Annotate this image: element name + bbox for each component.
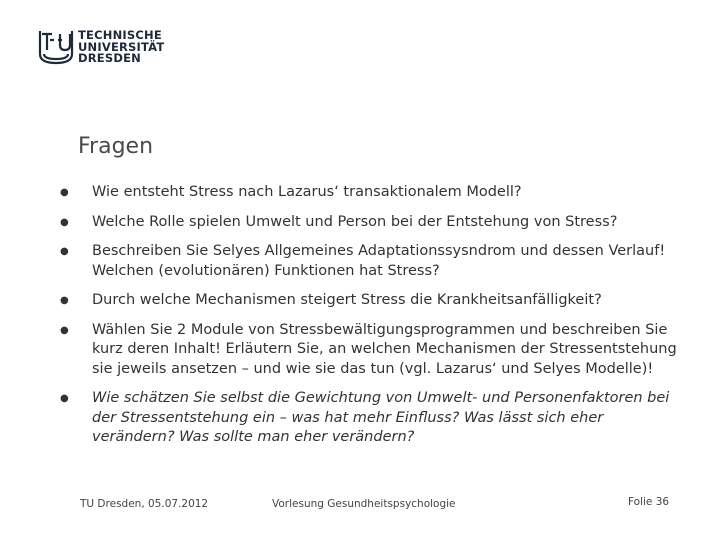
- question-text: Wie schätzen Sie selbst die Gewichtung von Umwelt- und Personenfaktoren bei der Stressentstehung ein – was hat mehr Einfluss? Was lässt sich eher verändern? Was sollte man eher verändern?: [92, 390, 670, 445]
- question-text: Beschreiben Sie Selyes Allgemeines Adaptationssysndrom und dessen Verlauf! Welchen (evolutionären) Funktionen hat Stress?: [92, 243, 666, 279]
- footer-slide-number: Folie 36: [628, 496, 670, 508]
- logo-text: [78, 30, 164, 65]
- bullet-icon: ●: [60, 393, 69, 404]
- bullet-icon: ●: [60, 216, 69, 228]
- question-item: [60, 183, 690, 203]
- logo-line-1: TECHNISCHE: [78, 28, 162, 42]
- footer-lecture: Vorlesung Gesundheitspsychologie: [272, 498, 456, 510]
- question-item: [60, 321, 690, 380]
- tu-dresden-logo: [38, 28, 198, 74]
- question-text: Welche Rolle spielen Umwelt und Person bei der Entstehung von Stress?: [92, 213, 618, 230]
- question-text: Durch welche Mechanismen steigert Stress die Krankheitsanfälligkeit?: [92, 292, 602, 308]
- footer-date: TU Dresden, 05.07.2012: [80, 498, 209, 510]
- question-item: [60, 291, 690, 311]
- question-item: [60, 389, 690, 448]
- tu-dresden-logo-icon: [38, 28, 74, 66]
- bullet-icon: ●: [60, 324, 69, 336]
- bullet-icon: ●: [60, 187, 69, 198]
- question-item: [60, 213, 690, 233]
- bullet-icon: ●: [60, 295, 69, 306]
- logo-line-2: UNIVERSITÄT: [78, 39, 165, 54]
- question-text: Wie entsteht Stress nach Lazarus‘ transaktionalem Modell?: [92, 184, 522, 200]
- question-list: [60, 183, 690, 448]
- slide-title: Fragen: [78, 134, 154, 159]
- bullet-icon: ●: [60, 246, 69, 257]
- question-item: [60, 242, 690, 281]
- question-text: Wählen Sie 2 Module von Stressbewältigungsprogrammen und beschreiben Sie kurz deren Inhalt! Erläutern Sie, an welchen Mechanismen der Stressentstehung sie jeweils ansetzen – und wie sie das tun (vgl. Lazarus‘ und Selyes Modelle)!: [92, 321, 677, 377]
- logo-line-3: DRESDEN: [78, 51, 141, 65]
